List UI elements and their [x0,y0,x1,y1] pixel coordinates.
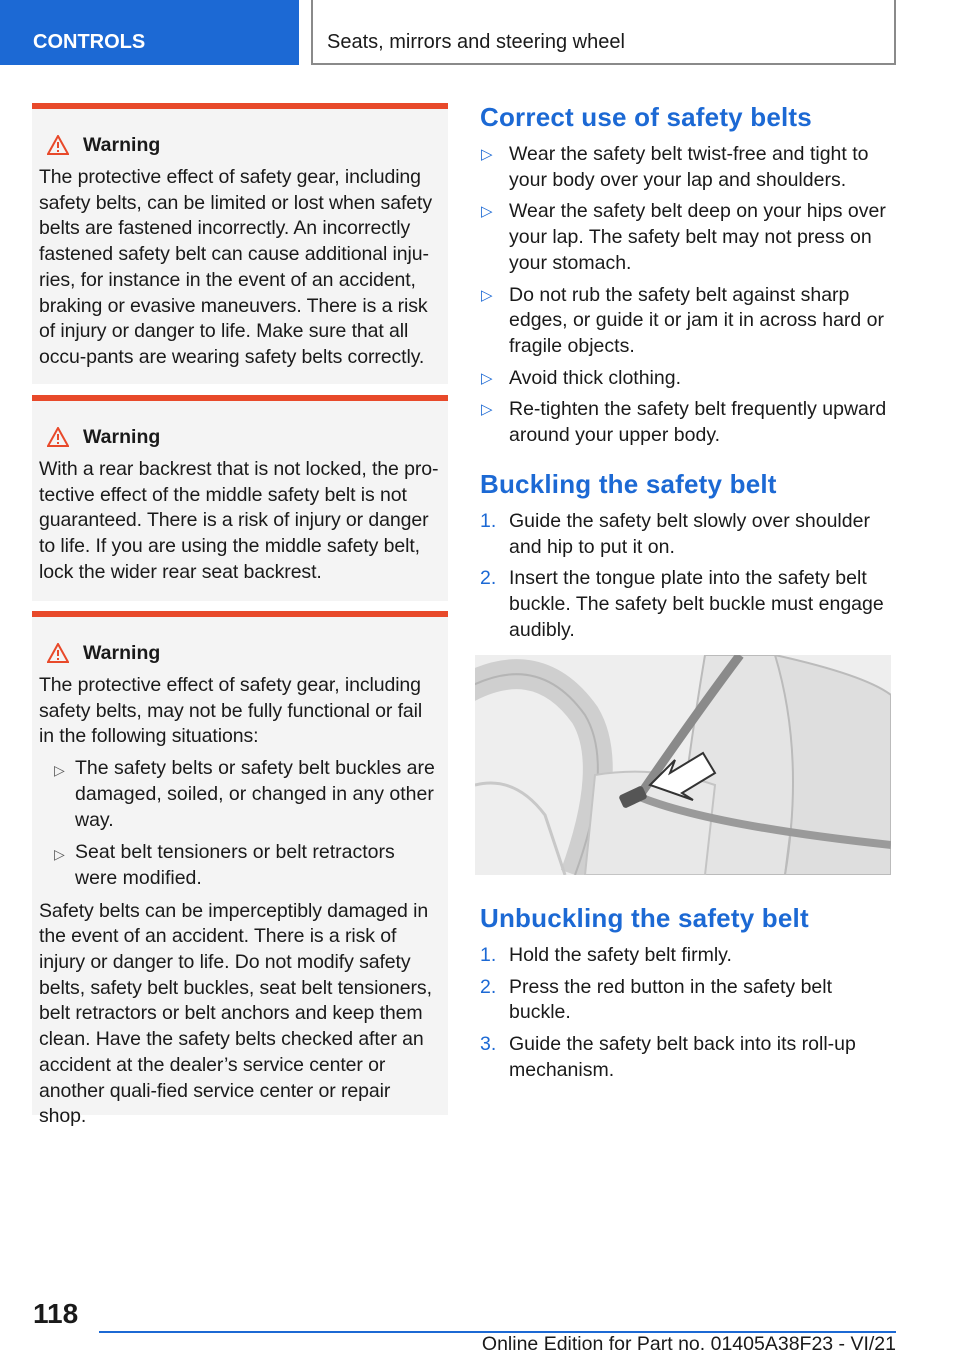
section-heading: Correct use of safety belts [480,102,812,132]
warning-triangle-icon [47,135,69,155]
warning-title: Warning [83,641,161,664]
list-item: ▷ Do not rub the safety belt against sharp edges, or guide it or jam it in across hard or fragile objects. [481,283,885,357]
warning-bullet-list [39,756,440,892]
triangle-right-icon: ▷ [481,369,493,387]
list-item: 2. Press the red button in the safety belt buckle. [480,975,833,1024]
warning-triangle-icon [47,427,69,447]
page-number: 118 [33,1298,79,1329]
triangle-right-icon: ▷ [481,401,493,419]
warning-box-2 [32,395,448,601]
list-item: 1. Guide the safety belt slowly over shoulder and hip to put it on. [480,510,870,558]
warning-text: With a rear backrest that is not locked, the pro-tective effect of the middle safety belt is not guaranteed. There is a risk of injury or danger to life. If you are using the middle safety belt, lock the wider rear seat backrest. [39,458,439,583]
section-heading: Buckling the safety belt [480,469,777,499]
list-item: ▷ Seat belt tensioners or belt retractors were modified. [54,841,395,889]
warning-box-3 [32,611,448,1128]
warning-title: Warning [83,425,161,448]
triangle-right-icon: ▷ [54,846,65,863]
warning-text: The protective effect of safety gear, including safety belts, may not be fully functional or fail in the following situations: [39,674,423,748]
unbuckling-section [480,903,896,1090]
list-item: 2. Insert the tongue plate into the safety belt buckle. The safety belt buckle must engage audibly. [480,567,884,641]
list-item: ▷ Wear the safety belt deep on your hips over your lap. The safety belt may not press on your stomach. [481,200,886,274]
triangle-right-icon: ▷ [481,203,493,221]
warning-text-2: Safety belts can be imperceptibly damaged in the event of an accident. There is a risk of injury or danger to life. Do not modify safety belts, safety belt buckles, seat belt tensioners, belt retractors or belt anchors and keep them clean. Have the safety belts checked after an accident at the dealer’s service center or another quali-fied service center or repair shop. [39,899,432,1128]
warning-text: The protective effect of safety gear, including safety belts, can be limited or lost when safety belts are fastened incorrectly. An incorrectly fastened safety belt can cause additional inju-ries, for instance in the event of an accident, braking or evasive maneuvers. There is a risk of injury or danger to life. Make sure that all occu-pants are wearing safety belts correctly. [39,166,432,368]
triangle-right-icon: ▷ [481,146,493,163]
list-item: ▷ Avoid thick clothing. [480,366,896,392]
buckling-steps [480,509,896,644]
edition-note: Online Edition for Part no. 01405A38F23 - VI/21 [481,1333,896,1355]
list-item: ▷ Wear the safety belt twist-free and tight to your body over your lap and shoulders. [481,143,869,191]
warning-box-1 [32,103,448,384]
section-tab: CONTROLS [0,0,299,65]
list-item: ▷ The safety belts or safety belt buckles are damaged, soiled, or changed in any other way. [54,757,435,831]
list-item: 1. Hold the safety belt firmly. [480,944,732,966]
triangle-right-icon: ▷ [481,286,493,304]
unbuckling-steps [480,943,896,1084]
triangle-right-icon: ▷ [54,762,65,779]
section-heading: Unbuckling the safety belt [480,903,809,933]
warning-title: Warning [83,133,161,156]
correct-use-section [480,102,896,455]
buckling-section [480,469,896,650]
warning-triangle-icon [47,643,69,663]
list-item: ▷ Re-tighten the safety belt frequently upward around your upper body. [481,398,887,447]
seat-belt-illustration [475,655,891,875]
correct-use-list [480,142,896,449]
chapter-title: Seats, mirrors and steering wheel [311,0,896,65]
list-item: 3. Guide the safety belt back into its roll-up mechanism. [480,1033,856,1081]
